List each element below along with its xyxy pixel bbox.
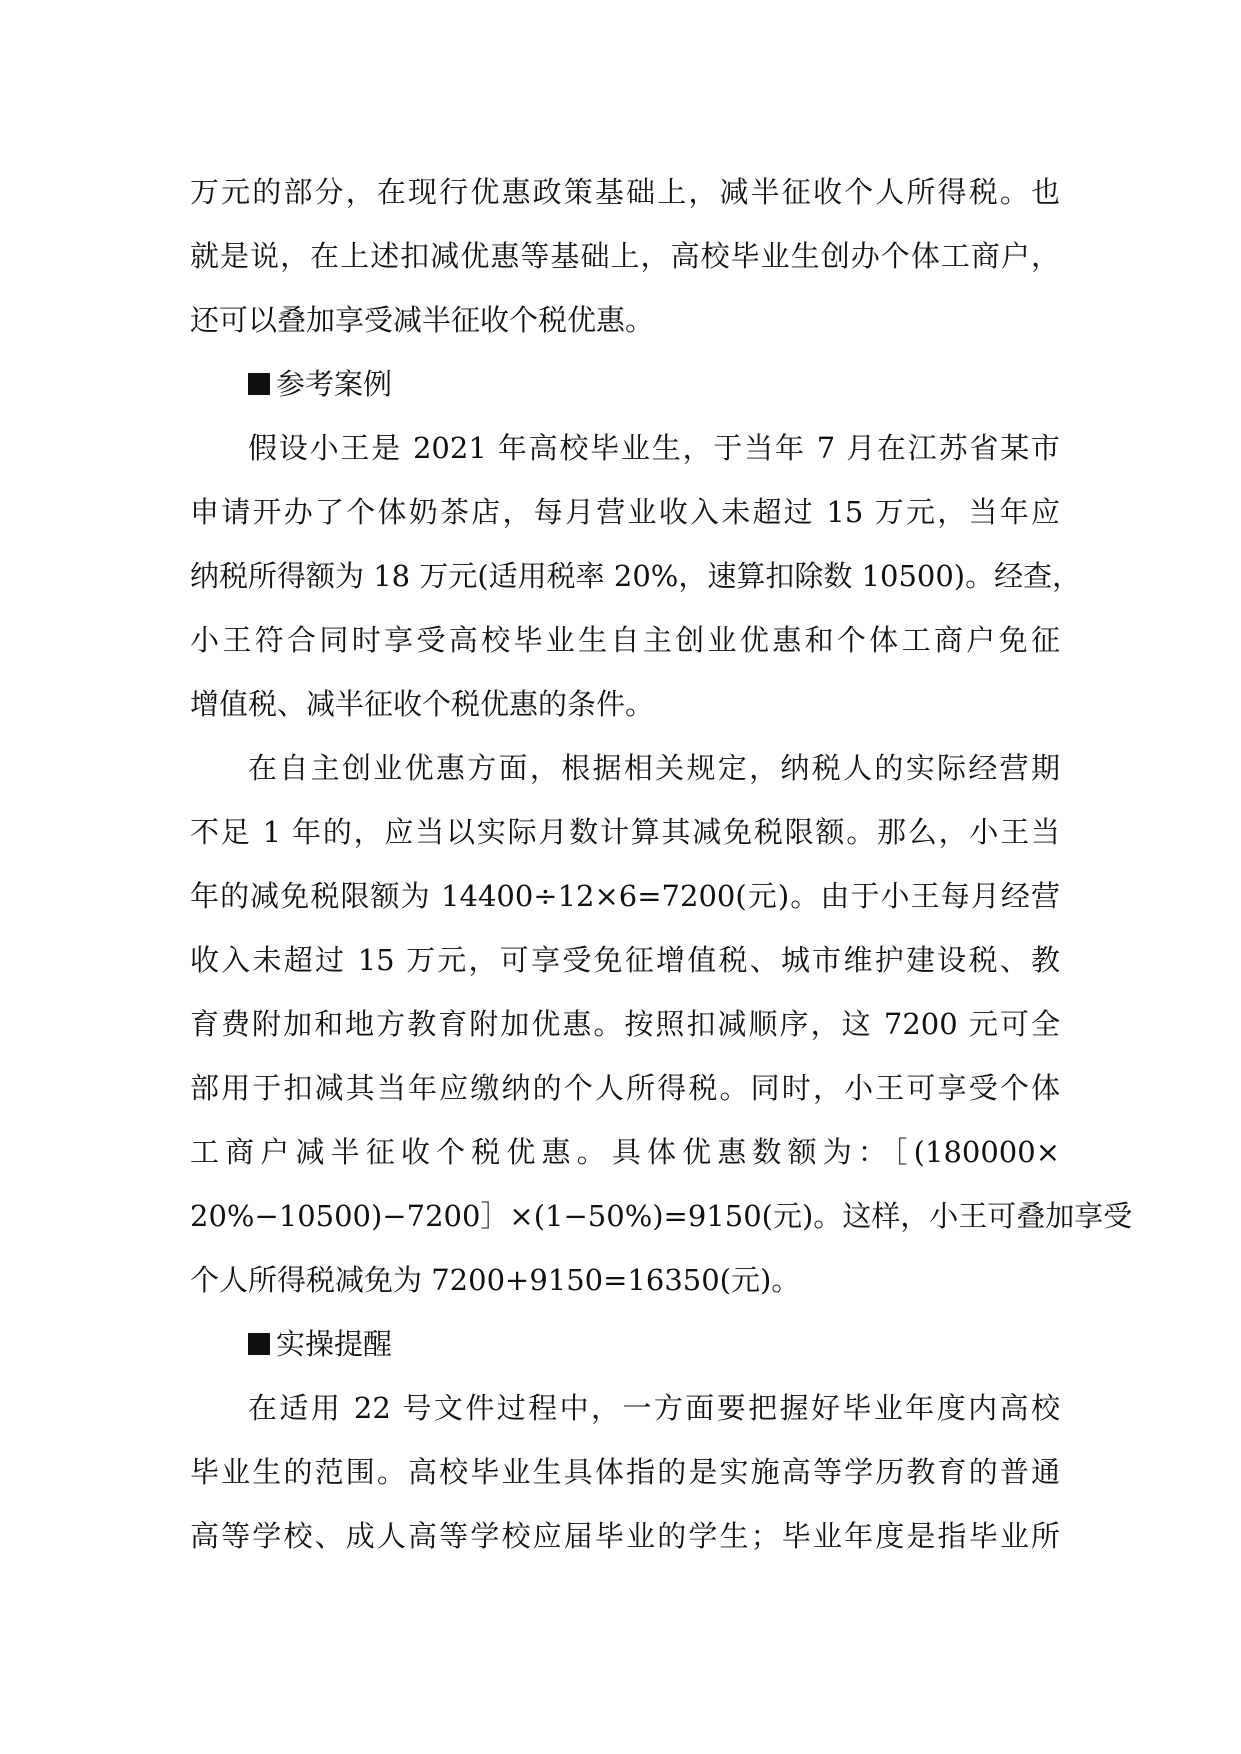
black-square-icon	[248, 373, 270, 395]
paragraph-line: 工商户减半征收个税优惠。具体优惠数额为：［(180000×	[190, 1135, 1060, 1169]
paragraph-line: 就是说，在上述扣减优惠等基础上，高校毕业生创办个体工商户，	[190, 239, 1060, 273]
paragraph-line: 育费附加和地方教育附加优惠。按照扣减顺序，这 7200 元可全	[190, 1007, 1060, 1041]
paragraph-line: 不足 1 年的，应当以实际月数计算其减免税限额。那么，小王当	[190, 815, 1060, 849]
section-heading-label: 实操提醒	[276, 1327, 393, 1361]
paragraph-line: 假设小王是 2021 年高校毕业生，于当年 7 月在江苏省某市	[248, 431, 1060, 465]
paragraph-line: 在适用 22 号文件过程中，一方面要把握好毕业年度内高校	[248, 1391, 1060, 1425]
section-heading-label: 参考案例	[276, 367, 393, 401]
black-square-icon	[248, 1333, 270, 1355]
paragraph-line: 申请开办了个体奶茶店，每月营业收入未超过 15 万元，当年应	[190, 495, 1060, 529]
paragraph-line: 高等学校、成人高等学校应届毕业的学生；毕业年度是指毕业所	[190, 1519, 1060, 1553]
paragraph-line: 个人所得税减免为 7200+9150=16350(元)。	[190, 1263, 801, 1297]
paragraph-line: 在自主创业优惠方面，根据相关规定，纳税人的实际经营期	[248, 751, 1060, 785]
paragraph-line: 部用于扣减其当年应缴纳的个人所得税。同时，小王可享受个体	[190, 1071, 1060, 1105]
paragraph-line: 还可以叠加享受减半征收个税优惠。	[190, 303, 655, 337]
paragraph-line: 小王符合同时享受高校毕业生自主创业优惠和个体工商户免征	[190, 623, 1060, 657]
paragraph-line: 毕业生的范围。高校毕业生具体指的是实施高等学历教育的普通	[190, 1455, 1060, 1489]
paragraph-line: 收入未超过 15 万元，可享受免征增值税、城市维护建设税、教	[190, 943, 1060, 977]
paragraph-line: 增值税、减半征收个税优惠的条件。	[190, 687, 655, 721]
paragraph-line: 20%−10500)−7200］×(1−50%)=9150(元)。这样，小王可叠加享受	[190, 1199, 1133, 1233]
paragraph-line: 纳税所得额为 18 万元(适用税率 20%，速算扣除数 10500)。经查，	[190, 559, 1082, 593]
paragraph-line: 万元的部分，在现行优惠政策基础上，减半征收个人所得税。也	[190, 175, 1060, 209]
paragraph-line: 年的减免税限额为 14400÷12×6=7200(元)。由于小王每月经营	[190, 879, 1060, 913]
document-body	[190, 160, 1133, 1568]
section-heading-practical-tips	[190, 1312, 1060, 1376]
section-heading-reference-case	[190, 352, 1060, 416]
